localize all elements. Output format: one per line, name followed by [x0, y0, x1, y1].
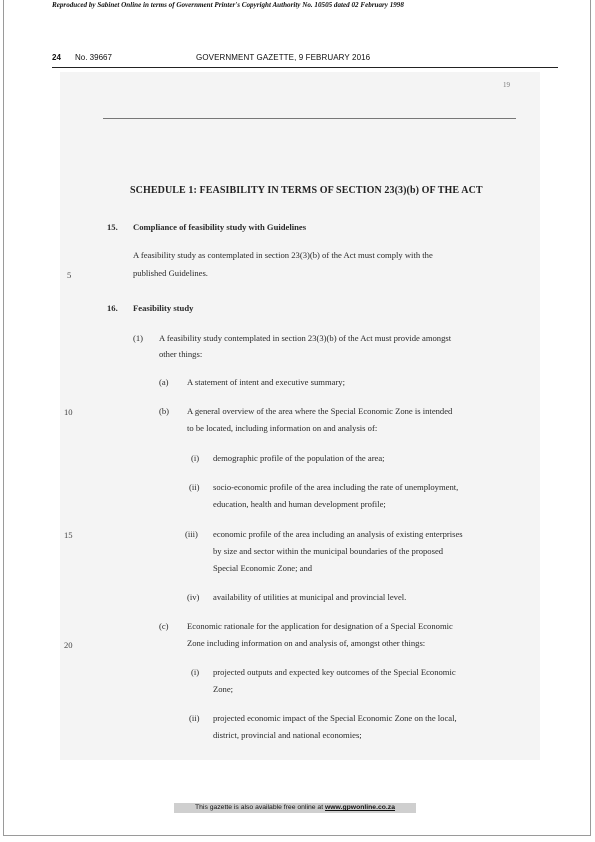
- para-c-label: (c): [159, 621, 169, 631]
- line-number: 5: [67, 270, 72, 280]
- para-c-i-line2: Zone;: [213, 684, 234, 694]
- line-number: 20: [64, 640, 73, 650]
- para-b-label: (b): [159, 406, 170, 416]
- para-a-text: A statement of intent and executive summary;: [187, 377, 345, 387]
- subsection-1-label: (1): [133, 333, 144, 343]
- para-b-iii-line3: Special Economic Zone; and: [213, 563, 313, 573]
- line-number: 10: [64, 407, 73, 417]
- section-16-number: 16.: [107, 303, 118, 313]
- gazette-header: [52, 53, 556, 67]
- gazette-title: GOVERNMENT GAZETTE, 9 FEBRUARY 2016: [196, 53, 371, 62]
- para-b-iii-line1: economic profile of the area including an analysis of existing enterprises: [213, 529, 463, 539]
- para-b-line1: A general overview of the area where the Special Economic Zone is intended: [187, 406, 453, 416]
- section-15-heading: Compliance of feasibility study with Guidelines: [133, 222, 307, 232]
- footer: [174, 803, 416, 813]
- reproduction-notice: Reproduced by Sabinet Online in terms of Government Printer's Copyright Authority No. 10505 dated 02 February 1998: [52, 1, 404, 9]
- scan-divider: [103, 118, 516, 119]
- gazette-issue-number: No. 39667: [75, 53, 112, 62]
- para-b-iii-line2: by size and sector within the municipal boundaries of the proposed: [213, 546, 444, 556]
- para-b-ii-line1: socio-economic profile of the area including the rate of unemployment,: [213, 482, 459, 492]
- para-b-i-text: demographic profile of the population of the area;: [213, 453, 385, 463]
- section-16-heading: Feasibility study: [133, 303, 194, 313]
- para-b-line2: to be located, including information on and analysis of:: [187, 423, 378, 433]
- section-15-number: 15.: [107, 222, 118, 232]
- section-15-text-line2: published Guidelines.: [133, 268, 208, 278]
- schedule-title: SCHEDULE 1: FEASIBILITY IN TERMS OF SECTION 23(3)(b) OF THE ACT: [130, 185, 483, 196]
- para-b-ii-line2: education, health and human development profile;: [213, 499, 386, 509]
- para-c-line1: Economic rationale for the application for designation of a Special Economic: [187, 621, 453, 631]
- para-c-ii-line1: projected economic impact of the Special Economic Zone on the local,: [213, 713, 457, 723]
- para-c-ii-line2: district, provincial and national economies;: [213, 730, 362, 740]
- scanned-page: [60, 72, 540, 760]
- para-b-ii-label: (ii): [189, 482, 200, 492]
- para-c-line2: Zone including information on and analysis of, amongst other things:: [187, 638, 426, 648]
- para-b-iii-label: (iii): [185, 529, 198, 539]
- para-c-i-line1: projected outputs and expected key outcomes of the Special Economic: [213, 667, 456, 677]
- section-15-text-line1: A feasibility study as contemplated in section 23(3)(b) of the Act must comply with the: [133, 250, 433, 260]
- para-b-iv-label: (iv): [187, 592, 200, 602]
- subsection-1-line2: other things:: [159, 349, 203, 359]
- footer-link[interactable]: www.gpwonline.co.za: [324, 804, 395, 811]
- line-number: 15: [64, 530, 73, 540]
- footer-text: This gazette is also available free online at: [195, 804, 325, 811]
- para-a-label: (a): [159, 377, 169, 387]
- para-b-i-label: (i): [191, 453, 200, 463]
- para-c-i-label: (i): [191, 667, 200, 677]
- subsection-1-line1: A feasibility study contemplated in section 23(3)(b) of the Act must provide amongst: [159, 333, 452, 343]
- para-b-iv-text: availability of utilities at municipal and provincial level.: [213, 592, 407, 602]
- para-c-ii-label: (ii): [189, 713, 200, 723]
- gazette-page-number: 24: [52, 53, 61, 62]
- header-rule: [52, 67, 558, 68]
- scan-page-number: 19: [503, 81, 510, 89]
